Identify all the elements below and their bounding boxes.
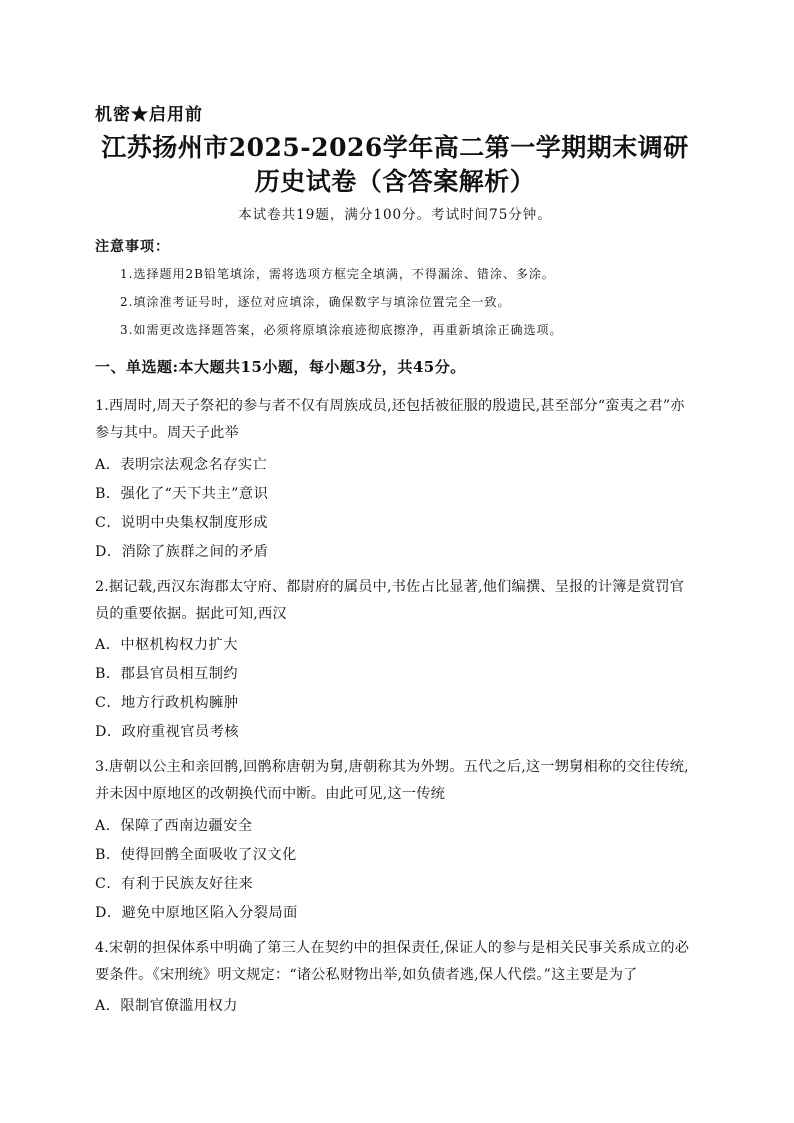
option-a: A．表明宗法观念名存实亡 xyxy=(95,457,268,473)
option-d: D．避免中原地区陷入分裂局面 xyxy=(95,905,298,921)
exam-info: 本试卷共19题，满分100分。考试时间75分钟。 xyxy=(238,207,552,223)
question-stem: 2.据记载,西汉东海郡太守府、都尉府的属员中,书佐占比显著,他们编撰、呈报的计簿是赏罚官员的重要依据。据此可知,西汉 xyxy=(95,579,685,622)
option-a: A．保障了西南边疆安全 xyxy=(95,818,253,834)
notice-heading: 注意事项： xyxy=(95,239,170,255)
question-stem: 4.宋朝的担保体系中明确了第三人在契约中的担保责任,保证人的参与是相关民事关系成立的必要条件。《宋刑统》明文规定：“诸公私财物出举,如负债者逃,保人代偿。”这主要是为了 xyxy=(95,940,690,983)
notice-item: 3.如需更改选择题答案，必须将原填涂痕迹彻底擦净，再重新填涂正确选项。 xyxy=(120,323,563,337)
option-b: B．强化了“天下共主”意识 xyxy=(95,486,269,502)
option-a: A．限制官僚滥用权力 xyxy=(95,998,238,1014)
option-c: C．地方行政机构臃肿 xyxy=(95,695,239,711)
notice-item: 1.选择题用2B铅笔填涂，需将选项方框完全填满，不得漏涂、错涂、多涂。 xyxy=(120,267,555,281)
option-d: D．消除了族群之间的矛盾 xyxy=(95,544,269,560)
option-c: C．说明中央集权制度形成 xyxy=(95,515,268,531)
secret-mark: 机密★启用前 xyxy=(95,105,203,125)
option-d: D．政府重视官员考核 xyxy=(95,724,240,740)
page-title: 江苏扬州市2025-2026学年高二第一学期期末调研历史试卷（含答案解析） xyxy=(101,133,689,196)
option-b: B．郡县官员相互制约 xyxy=(95,666,239,682)
question-stem: 3.唐朝以公主和亲回鹘,回鹘称唐朝为舅,唐朝称其为外甥。五代之后,这一甥舅相称的交往传统,并未因中原地区的改朝换代而中断。由此可见,这一传统 xyxy=(95,759,689,802)
option-b: B．使得回鹘全面吸收了汉文化 xyxy=(95,847,297,863)
section-heading: 一、单选题:本大题共15小题，每小题3分，共45分。 xyxy=(95,358,466,376)
option-a: A．中枢机构权力扩大 xyxy=(95,637,238,653)
question-stem: 1.西周时,周天子祭祀的参与者不仅有周族成员,还包括被征服的殷遗民,甚至部分“蛮夷之君”亦参与其中。周天子此举 xyxy=(95,398,685,441)
option-c: C．有利于民族友好往来 xyxy=(95,876,254,892)
notice-item: 2.填涂准考证号时，逐位对应填涂，确保数字与填涂位置完全一致。 xyxy=(120,295,511,309)
